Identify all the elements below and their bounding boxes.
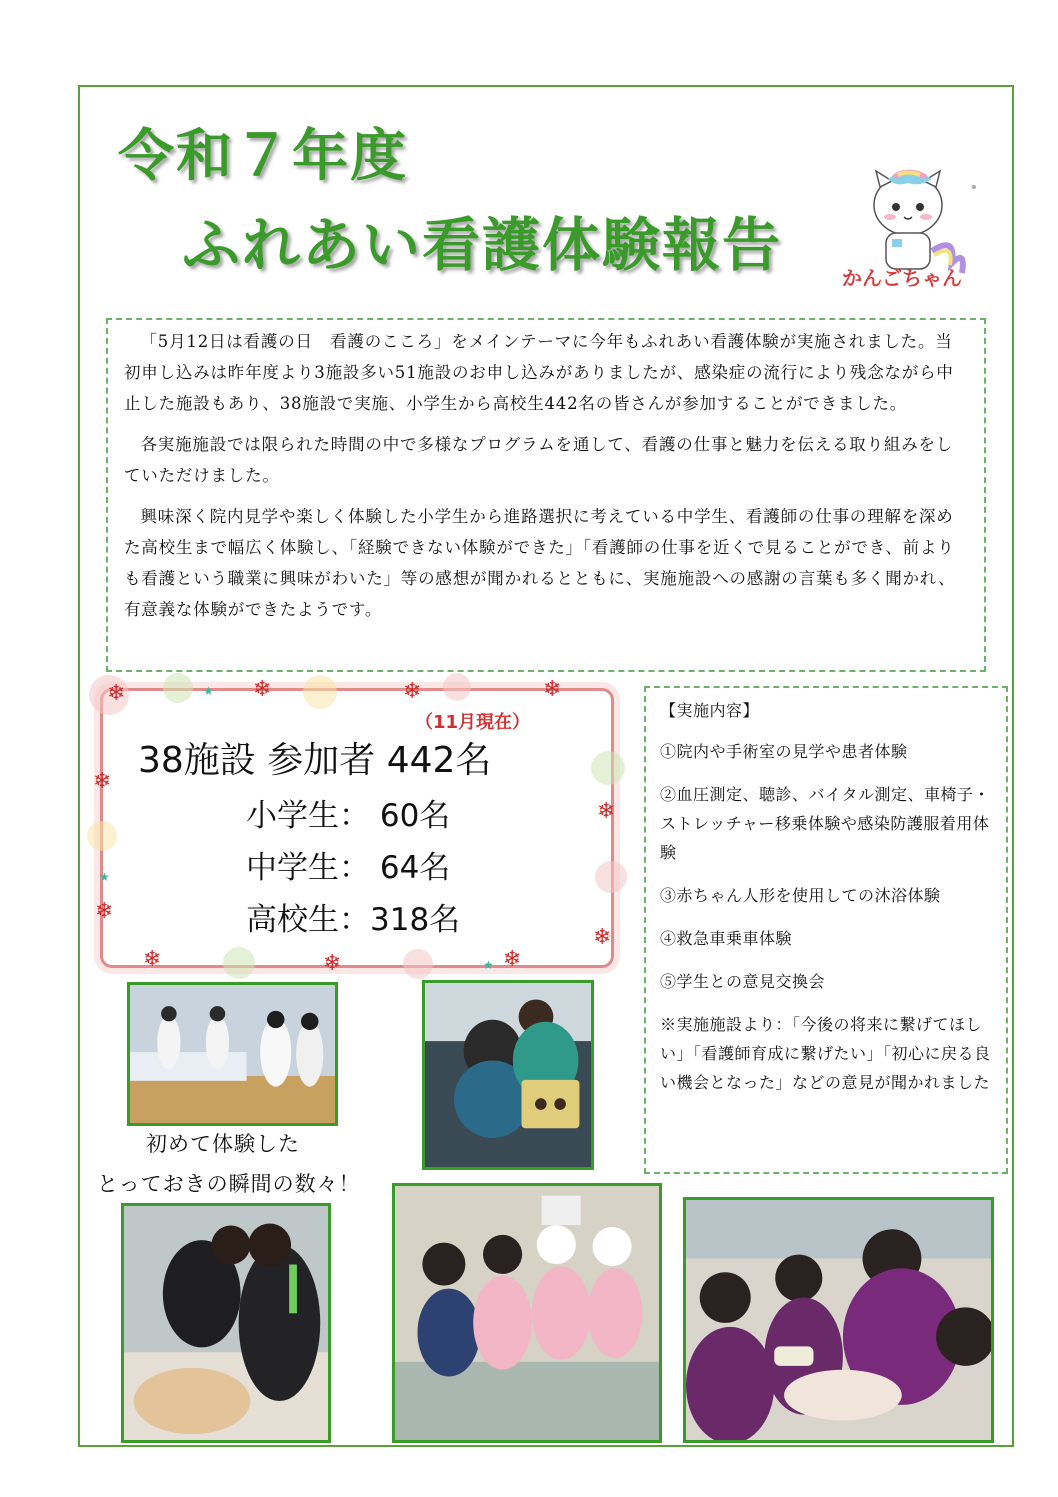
intro-text-box bbox=[106, 318, 986, 672]
decoration-bokeh bbox=[163, 673, 193, 703]
stat-elementary: 小学生： 60名 bbox=[246, 798, 451, 834]
snowflake-icon: ❄ bbox=[253, 677, 272, 702]
snowflake-icon: ❄ bbox=[323, 951, 342, 976]
program-item: ③赤ちゃん人形を使用しての沐浴体験 bbox=[660, 886, 941, 905]
star-icon: ★ bbox=[203, 684, 214, 698]
snowflake-icon: ❄ bbox=[95, 899, 114, 924]
snowflake-icon: ❄ bbox=[597, 799, 616, 824]
photo-cpr-practice bbox=[121, 1203, 331, 1443]
photo-bathing-experience bbox=[683, 1197, 994, 1443]
photo-hospital-tour bbox=[127, 982, 338, 1126]
star-icon: ★ bbox=[99, 870, 110, 884]
snowflake-icon: ❄ bbox=[543, 677, 562, 702]
snowflake-icon: ❄ bbox=[503, 947, 522, 972]
decoration-bokeh bbox=[595, 861, 627, 893]
decoration-bokeh bbox=[403, 949, 433, 979]
snowflake-icon: ❄ bbox=[593, 925, 612, 950]
star-icon: ★ bbox=[483, 958, 494, 972]
intro-paragraph: 各実施施設では限られた時間の中で多様なプログラムを通して、看護の仕事と魅力を伝える取り組みをしていただけました。 bbox=[124, 435, 954, 485]
stats-date-note: （11月現在） bbox=[415, 712, 531, 733]
snowflake-icon: ❄ bbox=[93, 769, 112, 794]
snowflake-icon: ❄ bbox=[107, 681, 126, 706]
program-content-box bbox=[644, 686, 1008, 1174]
program-item: ⑤学生との意見交換会 bbox=[660, 972, 826, 991]
snowflake-icon: ❄ bbox=[403, 679, 422, 704]
stat-junior-high: 中学生： 64名 bbox=[246, 850, 451, 886]
stats-total: 38施設 参加者 442名 bbox=[138, 740, 492, 781]
photo-caption-line1: 初めて体験した bbox=[146, 1132, 300, 1156]
intro-paragraph: 「5月12日は看護の日 看護のこころ」をメインテーマに今年もふれあい看護体験が実施されました。当初申し込みは昨年度より3施設多い51施設のお申し込みがありましたが、感染症の流行により残念ながら中止した施設もあり、38施設で実施、小学生から高校生442名の皆さんが参加することができました。 bbox=[124, 332, 954, 413]
photo-children-uniforms bbox=[392, 1183, 662, 1443]
decoration-bokeh bbox=[303, 675, 337, 709]
program-item: ④救急車乗車体験 bbox=[660, 929, 793, 948]
mascot-name: かんごちゃん bbox=[842, 266, 962, 290]
decoration-bokeh bbox=[223, 947, 255, 979]
stat-high-school: 高校生：318名 bbox=[246, 902, 461, 938]
snowflake-icon: ❄ bbox=[143, 947, 162, 972]
program-item: ①院内や手術室の見学や患者体験 bbox=[660, 742, 908, 761]
title-year: 令和７年度 bbox=[118, 124, 408, 189]
intro-paragraph: 興味深く院内見学や楽しく体験した小学生から進路選択に考えている中学生、看護師の仕事の理解を深めた高校生まで幅広く体験し、「経験できない体験ができた」「看護師の仕事を近くで見ることができ、前よりも看護という職業に興味がわいた」等の感想が聞かれるとともに、実施施設への感謝の言葉も多く聞かれ、有意義な体験ができたようです。 bbox=[124, 507, 956, 619]
program-item: ②血圧測定、聴診、バイタル測定、車椅子・ストレッチャー移乗体験や感染防護服着用体験 bbox=[660, 785, 991, 862]
decoration-bokeh bbox=[591, 751, 625, 785]
title-main: ふれあい看護体験報告 bbox=[182, 211, 783, 279]
photo-stethoscope-practice bbox=[422, 980, 594, 1170]
photo-caption-line2: とっておきの瞬間の数々！ bbox=[97, 1172, 361, 1196]
decoration-bokeh bbox=[87, 821, 117, 851]
program-feedback: ※実施施設より：「今後の将来に繋げてほしい」「看護師育成に繋げたい」「初心に戻る良い機会となった」などの意見が聞かれました bbox=[660, 1015, 991, 1092]
program-heading: 【実施内容】 bbox=[660, 701, 760, 720]
decoration-bokeh bbox=[443, 673, 471, 701]
